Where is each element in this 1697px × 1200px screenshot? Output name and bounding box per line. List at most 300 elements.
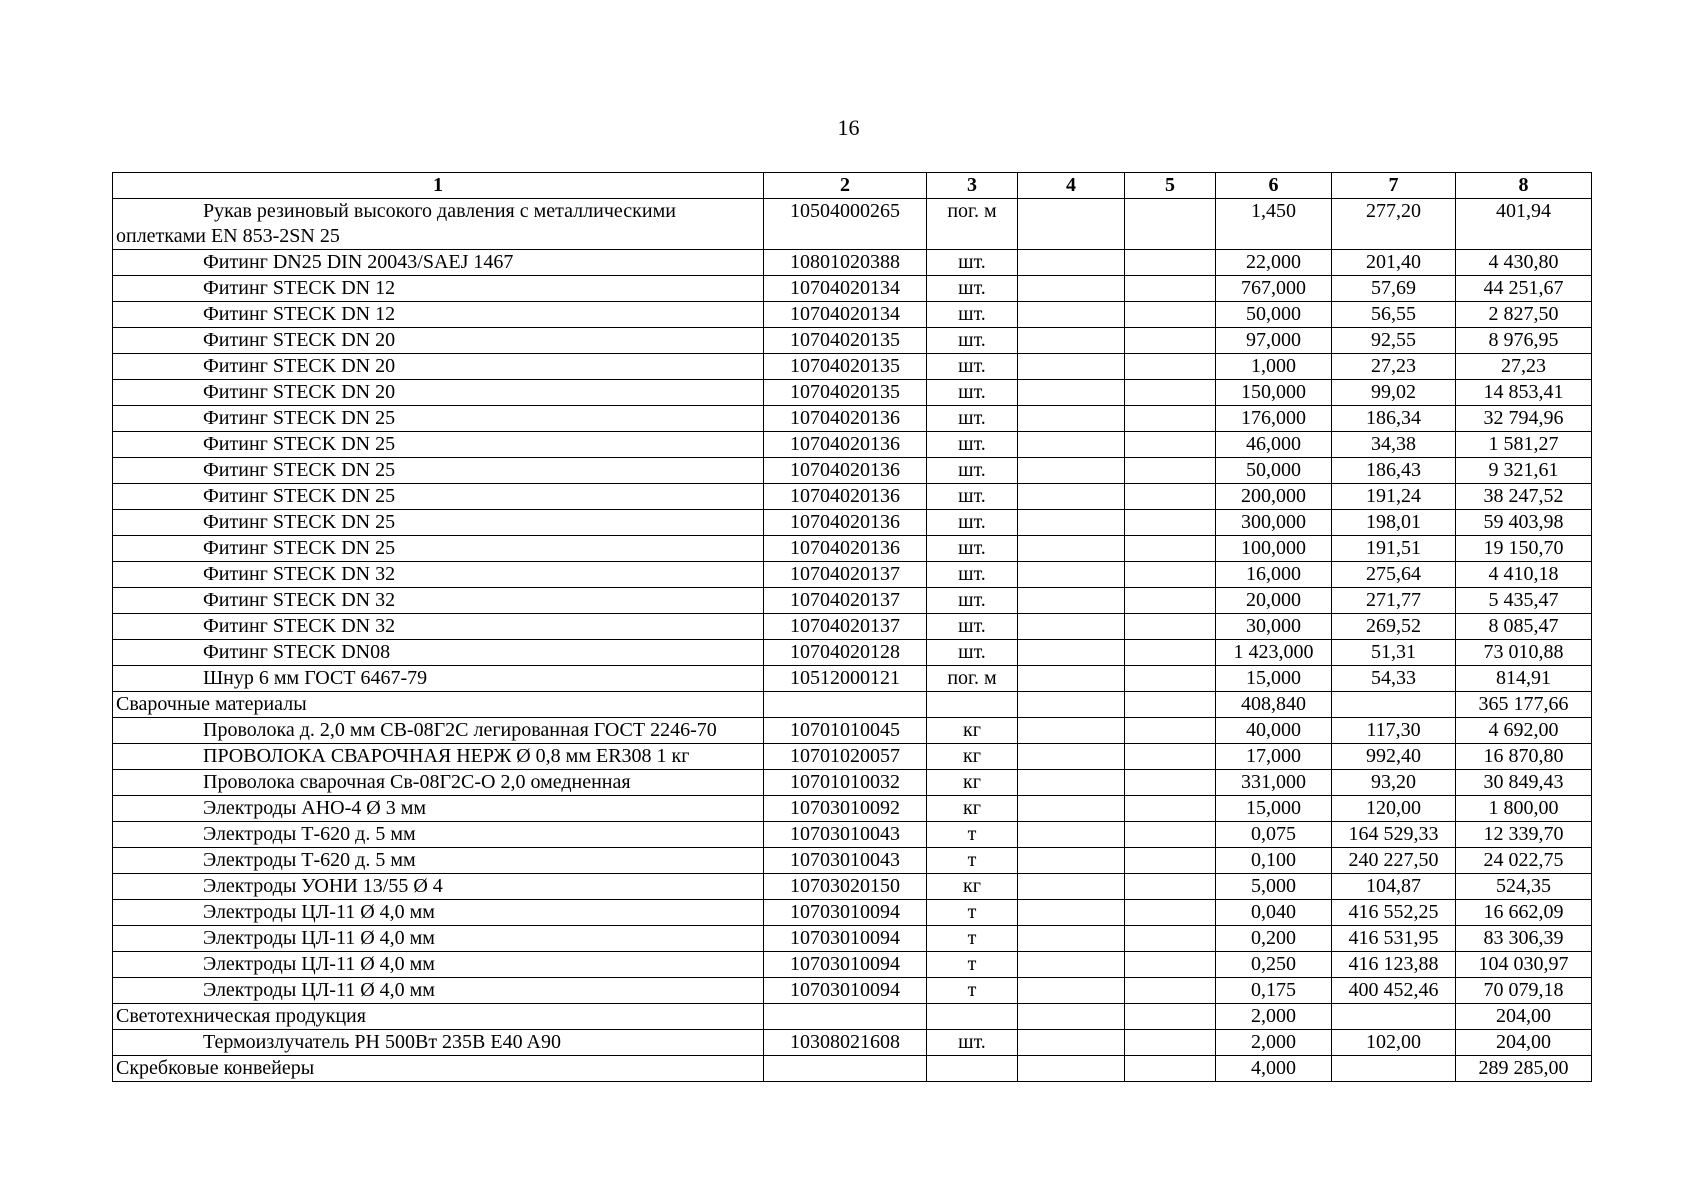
quantity-cell: 0,175 (1216, 978, 1332, 1004)
column-5-cell (1125, 588, 1216, 614)
item-name-cell: Электроды Т-620 д. 5 мм (113, 822, 764, 848)
table-row (113, 406, 1592, 432)
item-code-cell: 10704020136 (764, 432, 927, 458)
item-code-cell: 10701020057 (764, 744, 927, 770)
materials-table (112, 172, 1592, 1082)
price-cell: 34,38 (1332, 432, 1456, 458)
table-row (113, 302, 1592, 328)
item-code-cell: 10801020388 (764, 250, 927, 276)
price-cell: 271,77 (1332, 588, 1456, 614)
sum-cell: 14 853,41 (1456, 380, 1592, 406)
price-cell: 164 529,33 (1332, 822, 1456, 848)
unit-cell: шт. (927, 432, 1018, 458)
price-cell: 186,43 (1332, 458, 1456, 484)
quantity-cell: 0,040 (1216, 900, 1332, 926)
sum-cell: 27,23 (1456, 354, 1592, 380)
column-5-cell (1125, 380, 1216, 406)
column-5-cell (1125, 926, 1216, 952)
price-cell: 400 452,46 (1332, 978, 1456, 1004)
item-code-cell: 10703010043 (764, 822, 927, 848)
column-4-cell (1018, 328, 1125, 354)
sum-cell: 16 870,80 (1456, 744, 1592, 770)
unit-cell: шт. (927, 354, 1018, 380)
column-5-cell (1125, 250, 1216, 276)
quantity-cell: 17,000 (1216, 744, 1332, 770)
unit-cell (927, 692, 1018, 718)
column-4-cell (1018, 848, 1125, 874)
quantity-cell: 331,000 (1216, 770, 1332, 796)
quantity-cell: 30,000 (1216, 614, 1332, 640)
item-code-cell: 10703010094 (764, 900, 927, 926)
column-header: 4 (1018, 173, 1125, 199)
unit-cell: т (927, 952, 1018, 978)
item-code-cell: 10704020135 (764, 354, 927, 380)
item-name-cell: Фитинг STECK DN 32 (113, 562, 764, 588)
item-code-cell: 10704020135 (764, 380, 927, 406)
price-cell: 92,55 (1332, 328, 1456, 354)
sum-cell: 73 010,88 (1456, 640, 1592, 666)
column-4-cell (1018, 666, 1125, 692)
group-row (113, 1004, 1592, 1030)
sum-cell: 19 150,70 (1456, 536, 1592, 562)
item-code-cell (764, 1056, 927, 1082)
column-4-cell (1018, 718, 1125, 744)
item-name-cell: Электроды АНО-4 Ø 3 мм (113, 796, 764, 822)
column-5-cell (1125, 718, 1216, 744)
item-name-cell: Фитинг STECK DN 25 (113, 458, 764, 484)
column-4-cell (1018, 276, 1125, 302)
quantity-cell: 0,100 (1216, 848, 1332, 874)
unit-cell: шт. (927, 1030, 1018, 1056)
table-row (113, 562, 1592, 588)
table-row (113, 276, 1592, 302)
sum-cell: 814,91 (1456, 666, 1592, 692)
price-cell: 198,01 (1332, 510, 1456, 536)
column-5-cell (1125, 276, 1216, 302)
item-code-cell: 10703010043 (764, 848, 927, 874)
unit-cell: пог. м (927, 199, 1018, 250)
item-code-cell: 10703010092 (764, 796, 927, 822)
price-cell: 56,55 (1332, 302, 1456, 328)
price-cell: 57,69 (1332, 276, 1456, 302)
column-4-cell (1018, 1030, 1125, 1056)
price-cell: 275,64 (1332, 562, 1456, 588)
item-name-cell: Фитинг STECK DN 25 (113, 536, 764, 562)
quantity-cell: 100,000 (1216, 536, 1332, 562)
item-code-cell: 10703010094 (764, 926, 927, 952)
sum-cell: 59 403,98 (1456, 510, 1592, 536)
column-5-cell (1125, 952, 1216, 978)
column-header: 1 (113, 173, 764, 199)
unit-cell: шт. (927, 640, 1018, 666)
column-4-cell (1018, 562, 1125, 588)
table-row (113, 536, 1592, 562)
column-5-cell (1125, 614, 1216, 640)
unit-cell: кг (927, 874, 1018, 900)
price-cell: 992,40 (1332, 744, 1456, 770)
quantity-cell: 767,000 (1216, 276, 1332, 302)
unit-cell: шт. (927, 510, 1018, 536)
sum-cell: 8 085,47 (1456, 614, 1592, 640)
table-row (113, 458, 1592, 484)
sum-cell: 104 030,97 (1456, 952, 1592, 978)
item-code-cell: 10704020136 (764, 458, 927, 484)
column-5-cell (1125, 640, 1216, 666)
price-cell: 54,33 (1332, 666, 1456, 692)
sum-cell: 38 247,52 (1456, 484, 1592, 510)
price-cell: 240 227,50 (1332, 848, 1456, 874)
column-5-cell (1125, 874, 1216, 900)
unit-cell: шт. (927, 458, 1018, 484)
unit-cell: шт. (927, 328, 1018, 354)
unit-cell: т (927, 978, 1018, 1004)
price-cell: 416 552,25 (1332, 900, 1456, 926)
table-row (113, 978, 1592, 1004)
unit-cell: шт. (927, 276, 1018, 302)
sum-cell: 12 339,70 (1456, 822, 1592, 848)
price-cell: 277,20 (1332, 199, 1456, 250)
table-row (113, 666, 1592, 692)
unit-cell: шт. (927, 380, 1018, 406)
column-4-cell (1018, 874, 1125, 900)
sum-cell: 1 800,00 (1456, 796, 1592, 822)
quantity-cell: 46,000 (1216, 432, 1332, 458)
price-cell: 117,30 (1332, 718, 1456, 744)
table-row (113, 718, 1592, 744)
column-5-cell (1125, 199, 1216, 250)
column-4-cell (1018, 614, 1125, 640)
item-name-cell: Термоизлучатель PH 500Вт 235В E40 A90 (113, 1030, 764, 1056)
item-code-cell: 10704020136 (764, 406, 927, 432)
sum-cell: 44 251,67 (1456, 276, 1592, 302)
quantity-cell: 176,000 (1216, 406, 1332, 432)
column-4-cell (1018, 1056, 1125, 1082)
table-row (113, 199, 1592, 250)
sum-cell: 401,94 (1456, 199, 1592, 250)
quantity-cell: 150,000 (1216, 380, 1332, 406)
column-5-cell (1125, 822, 1216, 848)
item-name-cell: Электроды УОНИ 13/55 Ø 4 (113, 874, 764, 900)
price-cell: 201,40 (1332, 250, 1456, 276)
table-row (113, 588, 1592, 614)
unit-cell (927, 1056, 1018, 1082)
column-4-cell (1018, 536, 1125, 562)
item-code-cell: 10704020136 (764, 536, 927, 562)
column-4-cell (1018, 458, 1125, 484)
item-name-cell: Фитинг STECK DN08 (113, 640, 764, 666)
price-cell: 104,87 (1332, 874, 1456, 900)
item-code-cell: 10704020137 (764, 614, 927, 640)
column-5-cell (1125, 536, 1216, 562)
table-row (113, 848, 1592, 874)
group-row (113, 1056, 1592, 1082)
column-5-cell (1125, 432, 1216, 458)
item-name-cell: Проволока д. 2,0 мм СВ-08Г2С легированная ГОСТ 2246-70 (113, 718, 764, 744)
column-5-cell (1125, 562, 1216, 588)
column-4-cell (1018, 978, 1125, 1004)
price-cell: 102,00 (1332, 1030, 1456, 1056)
quantity-cell: 16,000 (1216, 562, 1332, 588)
item-code-cell: 10308021608 (764, 1030, 927, 1056)
item-code-cell: 10704020134 (764, 276, 927, 302)
item-code-cell: 10704020136 (764, 484, 927, 510)
quantity-cell: 1,000 (1216, 354, 1332, 380)
item-name-cell: Фитинг STECK DN 25 (113, 432, 764, 458)
table-row (113, 796, 1592, 822)
column-4-cell (1018, 432, 1125, 458)
sum-cell: 289 285,00 (1456, 1056, 1592, 1082)
price-cell: 186,34 (1332, 406, 1456, 432)
table-row (113, 328, 1592, 354)
column-4-cell (1018, 380, 1125, 406)
sum-cell: 70 079,18 (1456, 978, 1592, 1004)
column-4-cell (1018, 744, 1125, 770)
column-4-cell (1018, 484, 1125, 510)
column-4-cell (1018, 199, 1125, 250)
price-cell (1332, 1056, 1456, 1082)
unit-cell: кг (927, 744, 1018, 770)
quantity-cell: 2,000 (1216, 1004, 1332, 1030)
item-name-cell: Электроды ЦЛ-11 Ø 4,0 мм (113, 952, 764, 978)
unit-cell: шт. (927, 406, 1018, 432)
item-name-cell: Фитинг STECK DN 20 (113, 328, 764, 354)
table-row (113, 354, 1592, 380)
quantity-cell: 0,250 (1216, 952, 1332, 978)
unit-cell: т (927, 822, 1018, 848)
quantity-cell: 97,000 (1216, 328, 1332, 354)
column-5-cell (1125, 744, 1216, 770)
sum-cell: 2 827,50 (1456, 302, 1592, 328)
unit-cell: шт. (927, 302, 1018, 328)
column-4-cell (1018, 952, 1125, 978)
sum-cell: 204,00 (1456, 1030, 1592, 1056)
item-name-cell: Электроды ЦЛ-11 Ø 4,0 мм (113, 926, 764, 952)
item-name-cell: Проволока сварочная Св-08Г2С-О 2,0 омедненная (113, 770, 764, 796)
table-row (113, 744, 1592, 770)
sum-cell: 32 794,96 (1456, 406, 1592, 432)
quantity-cell: 300,000 (1216, 510, 1332, 536)
sum-cell: 4 430,80 (1456, 250, 1592, 276)
unit-cell: шт. (927, 562, 1018, 588)
item-code-cell: 10704020136 (764, 510, 927, 536)
sum-cell: 30 849,43 (1456, 770, 1592, 796)
item-code-cell: 10703010094 (764, 978, 927, 1004)
column-4-cell (1018, 770, 1125, 796)
column-4-cell (1018, 354, 1125, 380)
item-code-cell: 10703020150 (764, 874, 927, 900)
table-row (113, 250, 1592, 276)
quantity-cell: 50,000 (1216, 302, 1332, 328)
quantity-cell: 50,000 (1216, 458, 1332, 484)
column-5-cell (1125, 354, 1216, 380)
sum-cell: 9 321,61 (1456, 458, 1592, 484)
item-name-cell: Фитинг STECK DN 32 (113, 588, 764, 614)
table-row (113, 822, 1592, 848)
column-5-cell (1125, 978, 1216, 1004)
item-code-cell: 10701010045 (764, 718, 927, 744)
price-cell: 99,02 (1332, 380, 1456, 406)
price-cell: 269,52 (1332, 614, 1456, 640)
column-5-cell (1125, 510, 1216, 536)
group-name-cell: Сварочные материалы (113, 692, 764, 718)
item-name-cell: Фитинг STECK DN 12 (113, 276, 764, 302)
column-5-cell (1125, 900, 1216, 926)
column-4-cell (1018, 588, 1125, 614)
table-row (113, 926, 1592, 952)
table-row (113, 640, 1592, 666)
page-number: 16 (837, 115, 860, 140)
quantity-cell: 5,000 (1216, 874, 1332, 900)
quantity-cell: 0,200 (1216, 926, 1332, 952)
quantity-cell: 15,000 (1216, 796, 1332, 822)
column-4-cell (1018, 640, 1125, 666)
item-code-cell: 10701010032 (764, 770, 927, 796)
price-cell: 51,31 (1332, 640, 1456, 666)
sum-cell: 83 306,39 (1456, 926, 1592, 952)
table-row (113, 1030, 1592, 1056)
sum-cell: 4 410,18 (1456, 562, 1592, 588)
column-5-cell (1125, 458, 1216, 484)
column-5-cell (1125, 770, 1216, 796)
column-4-cell (1018, 1004, 1125, 1030)
column-5-cell (1125, 848, 1216, 874)
column-header: 3 (927, 173, 1018, 199)
unit-cell (927, 1004, 1018, 1030)
unit-cell: шт. (927, 484, 1018, 510)
column-header: 5 (1125, 173, 1216, 199)
column-5-cell (1125, 1030, 1216, 1056)
quantity-cell: 1 423,000 (1216, 640, 1332, 666)
unit-cell: т (927, 848, 1018, 874)
sum-cell: 524,35 (1456, 874, 1592, 900)
table-row (113, 874, 1592, 900)
quantity-cell: 15,000 (1216, 666, 1332, 692)
quantity-cell: 22,000 (1216, 250, 1332, 276)
group-name-cell: Светотехническая продукция (113, 1004, 764, 1030)
item-name-cell: Электроды ЦЛ-11 Ø 4,0 мм (113, 978, 764, 1004)
item-name-cell: Фитинг STECK DN 25 (113, 484, 764, 510)
quantity-cell: 20,000 (1216, 588, 1332, 614)
unit-cell: шт. (927, 536, 1018, 562)
quantity-cell: 2,000 (1216, 1030, 1332, 1056)
unit-cell: кг (927, 796, 1018, 822)
item-name-cell: Электроды ЦЛ-11 Ø 4,0 мм (113, 900, 764, 926)
price-cell (1332, 1004, 1456, 1030)
group-row (113, 692, 1592, 718)
item-name-cell: ПРОВОЛОКА СВАРОЧНАЯ НЕРЖ Ø 0,8 мм ER308 1 кг (113, 744, 764, 770)
table-row (113, 614, 1592, 640)
sum-cell: 365 177,66 (1456, 692, 1592, 718)
quantity-cell: 0,075 (1216, 822, 1332, 848)
sum-cell: 24 022,75 (1456, 848, 1592, 874)
item-name-cell: Фитинг STECK DN 25 (113, 406, 764, 432)
unit-cell: пог. м (927, 666, 1018, 692)
table-row (113, 432, 1592, 458)
sum-cell: 8 976,95 (1456, 328, 1592, 354)
item-code-cell: 10704020134 (764, 302, 927, 328)
column-header: 6 (1216, 173, 1332, 199)
column-4-cell (1018, 926, 1125, 952)
unit-cell: кг (927, 770, 1018, 796)
unit-cell: шт. (927, 614, 1018, 640)
item-name-cell: Фитинг STECK DN 32 (113, 614, 764, 640)
table-row (113, 952, 1592, 978)
item-name-cell: Фитинг STECK DN 25 (113, 510, 764, 536)
column-5-cell (1125, 692, 1216, 718)
group-name-cell: Скребковые конвейеры (113, 1056, 764, 1082)
column-4-cell (1018, 510, 1125, 536)
price-cell (1332, 692, 1456, 718)
column-5-cell (1125, 484, 1216, 510)
column-4-cell (1018, 302, 1125, 328)
column-header: 2 (764, 173, 927, 199)
column-header: 7 (1332, 173, 1456, 199)
header-row (113, 173, 1592, 199)
item-name-cell: Фитинг STECK DN 20 (113, 354, 764, 380)
sum-cell: 4 692,00 (1456, 718, 1592, 744)
item-code-cell: 10704020135 (764, 328, 927, 354)
price-cell: 93,20 (1332, 770, 1456, 796)
sum-cell: 16 662,09 (1456, 900, 1592, 926)
column-5-cell (1125, 1056, 1216, 1082)
price-cell: 191,51 (1332, 536, 1456, 562)
column-5-cell (1125, 302, 1216, 328)
item-code-cell: 10703010094 (764, 952, 927, 978)
sum-cell: 204,00 (1456, 1004, 1592, 1030)
column-4-cell (1018, 900, 1125, 926)
table-row (113, 900, 1592, 926)
column-4-cell (1018, 796, 1125, 822)
sum-cell: 5 435,47 (1456, 588, 1592, 614)
column-4-cell (1018, 822, 1125, 848)
price-cell: 27,23 (1332, 354, 1456, 380)
item-name-cell: Шнур 6 мм ГОСТ 6467-79 (113, 666, 764, 692)
item-name-cell: Фитинг STECK DN 20 (113, 380, 764, 406)
item-name-cell: Фитинг DN25 DIN 20043/SAEJ 1467 (113, 250, 764, 276)
quantity-cell: 408,840 (1216, 692, 1332, 718)
table-row (113, 510, 1592, 536)
item-code-cell: 10504000265 (764, 199, 927, 250)
column-5-cell (1125, 328, 1216, 354)
price-cell: 191,24 (1332, 484, 1456, 510)
unit-cell: т (927, 900, 1018, 926)
table-row (113, 484, 1592, 510)
quantity-cell: 1,450 (1216, 199, 1332, 250)
quantity-cell: 40,000 (1216, 718, 1332, 744)
item-code-cell: 10704020137 (764, 588, 927, 614)
column-4-cell (1018, 692, 1125, 718)
column-5-cell (1125, 406, 1216, 432)
item-code-cell (764, 1004, 927, 1030)
unit-cell: т (927, 926, 1018, 952)
item-code-cell: 10704020137 (764, 562, 927, 588)
unit-cell: шт. (927, 588, 1018, 614)
sum-cell: 1 581,27 (1456, 432, 1592, 458)
item-name-cell: Фитинг STECK DN 12 (113, 302, 764, 328)
item-code-cell (764, 692, 927, 718)
item-code-cell: 10704020128 (764, 640, 927, 666)
price-cell: 120,00 (1332, 796, 1456, 822)
quantity-cell: 4,000 (1216, 1056, 1332, 1082)
column-5-cell (1125, 666, 1216, 692)
unit-cell: шт. (927, 250, 1018, 276)
column-header: 8 (1456, 173, 1592, 199)
item-name-cell: Рукав резиновый высокого давления с металлическими оплетками EN 853-2SN 25 (113, 199, 764, 250)
item-name-cell: Электроды Т-620 д. 5 мм (113, 848, 764, 874)
unit-cell: кг (927, 718, 1018, 744)
price-cell: 416 531,95 (1332, 926, 1456, 952)
item-code-cell: 10512000121 (764, 666, 927, 692)
